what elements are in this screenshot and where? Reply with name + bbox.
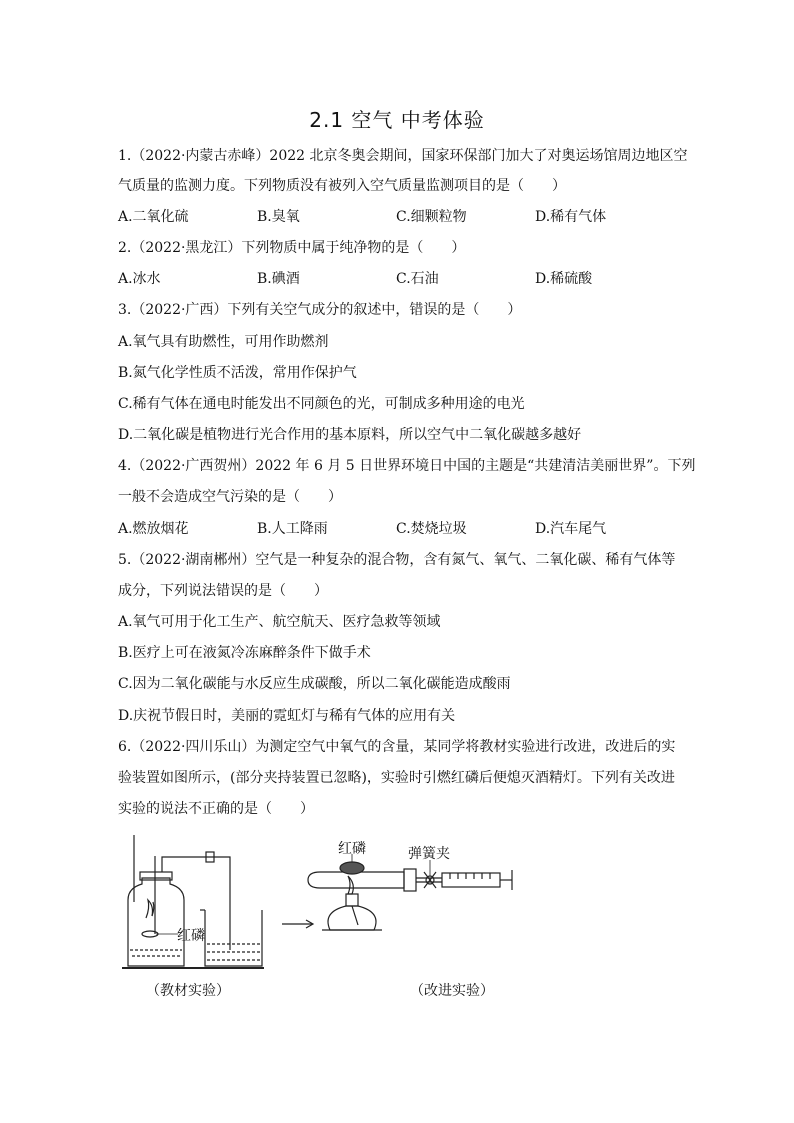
question-4-option-a: A.燃放烟花 [118,521,189,537]
question-5-line-1: 5.（2022·湖南郴州）空气是一种复杂的混合物，含有氮气、氧气、二氧化碳、稀有气体等 [118,552,676,568]
improved-apparatus [308,854,512,930]
question-6-line-2: 验装置如图所示，(部分夹持装置已忽略)，实验时引燃红磷后便熄灭酒精灯。下列有关改进 [118,770,675,786]
test-tube [308,872,404,888]
question-2-option-a: A.冰水 [118,271,161,287]
question-3-option-b: B.氮气化学性质不活泼，常用作保护气 [118,365,357,381]
figure-caption-textbook: （教材实验） [146,983,230,999]
question-6-line-3: 实验的说法不正确的是（ ） [118,801,314,817]
question-4-option-d: D.汽车尾气 [535,521,607,537]
question-4-option-c: C.焚烧垃圾 [396,521,467,537]
question-2-line-1: 2.（2022·黑龙江）下列物质中属于纯净物的是（ ） [118,240,466,256]
syringe-barrel [442,873,500,887]
question-1-option-d: D.稀有气体 [535,209,607,225]
beaker [205,910,262,966]
question-6-line-1: 6.（2022·四川乐山）为测定空气中氧气的含量，某同学将教材实验进行改进，改进后的实 [118,739,676,755]
question-1-option-b: B.臭氧 [257,209,300,225]
figure-label-red-phosphorus-right: 红磷 [338,841,366,857]
question-5-option-d: D.庆祝节假日时，美丽的霓虹灯与稀有气体的应用有关 [118,708,456,724]
question-2-option-d: D.稀硫酸 [535,271,593,287]
question-5-option-b: B.医疗上可在液氮冷冻麻醉条件下做手术 [118,645,371,661]
bottle-stopper [140,872,172,880]
question-5-option-a: A.氧气可用于化工生产、航空航天、医疗急救等领域 [118,614,441,630]
question-4-line-2: 一般不会造成空气污染的是（ ） [118,489,342,505]
figure-label-red-phosphorus-left: 红磷 [177,928,205,944]
question-1-line-1: 1.（2022·内蒙古赤峰）2022 北京冬奥会期间，国家环保部门加大了对奥运场馆周边地区空 [118,148,688,164]
question-3-option-d: D.二氧化碳是植物进行光合作用的基本原料，所以空气中二氧化碳越多越好 [118,427,582,443]
arrow-icon [282,920,313,928]
question-1-line-2: 气质量的监测力度。下列物质没有被列入空气质量监测项目的是（ ） [118,178,566,194]
question-1-option-c: C.细颗粒物 [396,209,467,225]
question-3-option-c: C.稀有气体在通电时能发出不同颜色的光，可制成多种用途的电光 [118,396,525,412]
figure-caption-improved: （改进实验） [410,983,494,999]
question-5-line-2: 成分，下列说法错误的是（ ） [118,583,328,599]
red-phosphorus [340,862,364,874]
alcohol-lamp-body [328,906,376,930]
figure-label-spring-clip: 弹簧夹 [408,846,450,862]
rubber-stopper [404,869,416,891]
question-2-option-c: C.石油 [396,271,439,287]
question-3-option-a: A.氧气具有助燃性，可用作助燃剂 [118,334,329,350]
gas-bottle [128,878,184,966]
question-1-option-a: A.二氧化硫 [118,209,189,225]
question-4-line-1: 4.（2022·广西贺州）2022 年 6 月 5 日世界环境日中国的主题是“共建清洁美丽世界”。下列 [118,458,696,474]
textbook-apparatus [122,835,264,968]
flame-icon [146,900,153,918]
question-2-option-b: B.碘酒 [257,271,300,287]
question-4-option-b: B.人工降雨 [257,521,328,537]
page-title: 2.1 空气 中考体验 [309,108,485,132]
spoon-bowl [142,931,158,937]
question-5-option-c: C.因为二氧化碳能与水反应生成碳酸，所以二氧化碳能造成酸雨 [118,676,511,692]
lamp-flame-icon [348,876,353,894]
question-3-line-1: 3.（2022·广西）下列有关空气成分的叙述中，错误的是（ ） [118,302,522,318]
lamp-wick-holder [346,894,358,906]
